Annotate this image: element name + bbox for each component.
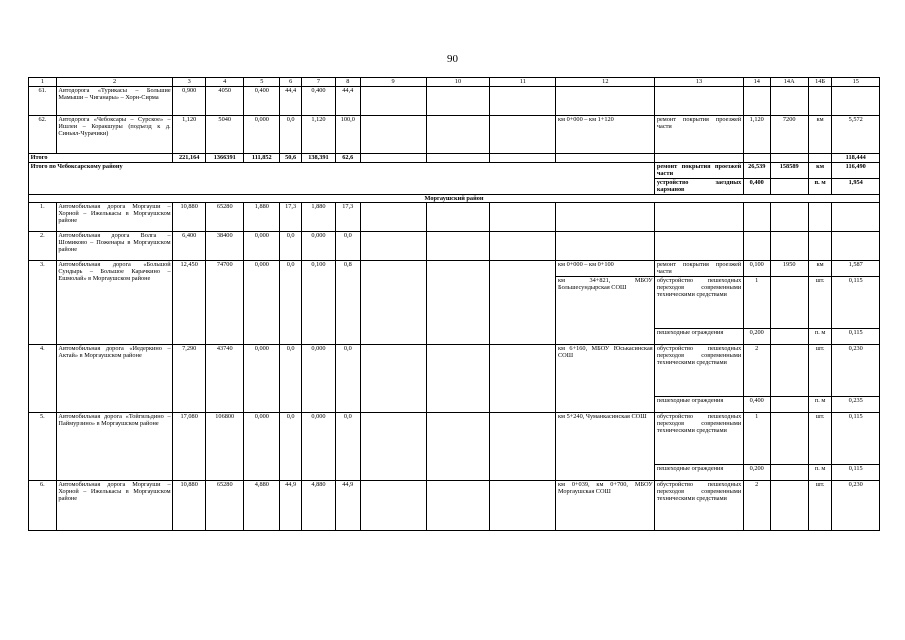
length-km: 10,880 — [173, 481, 206, 531]
cell-c5: 4,880 — [244, 481, 280, 531]
volume-cell: 2 — [743, 345, 770, 397]
cell-c6: 0,0 — [280, 345, 302, 413]
cost-cell: 116,490 — [832, 163, 880, 179]
work-type-cell: обустройство пешеходных переходов современными техническими средствами — [655, 277, 744, 329]
cell-c8: 62,6 — [335, 154, 360, 163]
length-km: 0,900 — [173, 87, 206, 116]
cell-c7: 0,100 — [301, 261, 335, 345]
total-row — [29, 154, 880, 163]
cell-c7: 0,400 — [301, 87, 335, 116]
work-type-cell: устройство заездных карманов — [655, 179, 744, 195]
unit-cell: шт. — [808, 481, 832, 531]
length-km: 17,080 — [173, 413, 206, 481]
work-type-cell: обустройство пешеходных переходов современными техническими средствами — [655, 345, 744, 397]
unit-cell: п. м — [808, 179, 832, 195]
column-header: 9 — [360, 78, 426, 87]
area-cell: 7200 — [770, 116, 808, 154]
district-total-label: Итого по Чебоксарскому району — [29, 163, 655, 195]
cell-c4: 38400 — [206, 232, 244, 261]
unit-cell: шт. — [808, 277, 832, 329]
cell-c8: 0,0 — [335, 345, 360, 413]
cell-c4: 65280 — [206, 481, 244, 531]
length-km: 10,880 — [173, 203, 206, 232]
work-type-cell: пешеходные ограждения — [655, 465, 744, 481]
total-label: Итого — [29, 154, 173, 163]
column-header: 14Б — [808, 78, 832, 87]
column-header: 14 — [743, 78, 770, 87]
cell-c4: 5040 — [206, 116, 244, 154]
table-row — [29, 261, 880, 277]
location-cell: км 0+039, км 0+700, МБОУ Моргаушская СОШ — [556, 481, 655, 531]
length-km: 7,290 — [173, 345, 206, 413]
road-repair-table — [28, 77, 880, 531]
unit-cell: шт. — [808, 345, 832, 397]
cell-c8: 0,8 — [335, 261, 360, 345]
cell-c6: 17,3 — [280, 203, 302, 232]
cell-c7: 1,880 — [301, 203, 335, 232]
cost-cell: 0,230 — [832, 345, 880, 397]
table-row — [29, 116, 880, 154]
cell-c8: 100,0 — [335, 116, 360, 154]
work-type-cell: пешеходные ограждения — [655, 397, 744, 413]
unit-cell: п. м — [808, 465, 832, 481]
unit-cell: км — [808, 116, 832, 154]
road-name: Автомобильная дорога «Большой Сундырь – Большое Карачкино – Ешмолай» в Моргаушском районе — [56, 261, 172, 345]
volume-cell: 0,400 — [743, 397, 770, 413]
cell-c5: 0,000 — [244, 413, 280, 481]
district-total-row — [29, 163, 880, 179]
table-row — [29, 345, 880, 397]
cell-c5: 1,880 — [244, 203, 280, 232]
cell-c4: 43740 — [206, 345, 244, 413]
work-type-cell: ремонт покрытия проезжей части — [655, 116, 744, 154]
cell-c8: 0,0 — [335, 232, 360, 261]
road-name: Автодорога «Турикасы – Большие Мамыши – Чиганары» – Хорн-Сирма — [56, 87, 172, 116]
column-header: 1 — [29, 78, 57, 87]
cell-c8: 17,3 — [335, 203, 360, 232]
unit-cell: п. м — [808, 397, 832, 413]
cell-c8: 44,4 — [335, 87, 360, 116]
cell-c7: 4,880 — [301, 481, 335, 531]
volume-cell: 0,200 — [743, 465, 770, 481]
cost-cell: 0,235 — [832, 397, 880, 413]
cell-c6: 50,6 — [280, 154, 302, 163]
cell-c7: 0,000 — [301, 232, 335, 261]
cost-cell: 1,954 — [832, 179, 880, 195]
row-number: 4. — [29, 345, 57, 413]
cell-c5: 0,000 — [244, 232, 280, 261]
cell-c7: 0,000 — [301, 345, 335, 413]
row-number: 1. — [29, 203, 57, 232]
volume-cell: 26,539 — [743, 163, 770, 179]
volume-cell: 0,400 — [743, 179, 770, 195]
column-header: 5 — [244, 78, 280, 87]
location-cell: км 6+160, МБОУ Юськасинская СОШ — [556, 345, 655, 413]
cell-c4: 1366391 — [206, 154, 244, 163]
table-row — [29, 203, 880, 232]
cell-c3: 221,164 — [173, 154, 206, 163]
road-name: Автодорога «Чебоксары – Сурское» – Ишлеи – Коракшуры (подъезд к д. Синьял-Чурачики) — [56, 116, 172, 154]
row-number: 5. — [29, 413, 57, 481]
cell-c4: 106800 — [206, 413, 244, 481]
area-cell: 158589 — [770, 163, 808, 179]
column-header: 12 — [556, 78, 655, 87]
cell-c7: 138,391 — [301, 154, 335, 163]
cell-c6: 0,0 — [280, 261, 302, 345]
section-row — [29, 195, 880, 203]
column-header: 14А — [770, 78, 808, 87]
cost-cell: 0,230 — [832, 481, 880, 531]
cell-c5: 0,000 — [244, 345, 280, 413]
column-header: 6 — [280, 78, 302, 87]
cell-c4: 74700 — [206, 261, 244, 345]
table-row — [29, 232, 880, 261]
volume-cell: 0,200 — [743, 329, 770, 345]
cost-cell: 0,115 — [832, 277, 880, 329]
table-row — [29, 481, 880, 531]
area-cell: 1950 — [770, 261, 808, 277]
unit-cell: шт. — [808, 413, 832, 465]
location-cell: км 5+240, Чуманкасинская СОШ — [556, 413, 655, 481]
column-header: 7 — [301, 78, 335, 87]
column-header: 11 — [490, 78, 556, 87]
unit-cell: км — [808, 163, 832, 179]
cell-c6: 0,0 — [280, 232, 302, 261]
column-header: 2 — [56, 78, 172, 87]
work-type-cell: обустройство пешеходных переходов современными техническими средствами — [655, 481, 744, 531]
volume-cell: 0,100 — [743, 261, 770, 277]
cell-c7: 1,120 — [301, 116, 335, 154]
unit-cell: км — [808, 261, 832, 277]
cell-c5: 0,000 — [244, 116, 280, 154]
unit-cell: п. м — [808, 329, 832, 345]
location-cell: км 34+821, МБОУ Большесундырская СОШ — [556, 277, 655, 345]
column-header: 15 — [832, 78, 880, 87]
length-km: 1,120 — [173, 116, 206, 154]
road-name: Автомобильная дорога Волга – Шомиково – Поженары в Моргаушском районе — [56, 232, 172, 261]
volume-cell: 1,120 — [743, 116, 770, 154]
location-cell: км 0+000 – км 0+100 — [556, 261, 655, 277]
column-header: 13 — [655, 78, 744, 87]
length-km: 6,400 — [173, 232, 206, 261]
page-number: 90 — [447, 53, 458, 65]
length-km: 12,450 — [173, 261, 206, 345]
table-row — [29, 87, 880, 116]
road-name: Автомобильная дорога Моргауши – Хорной – Ижелькасы в Моргаушском районе — [56, 481, 172, 531]
work-type-cell: пешеходные ограждения — [655, 329, 744, 345]
column-header: 10 — [426, 78, 490, 87]
cell-c4: 65280 — [206, 203, 244, 232]
cost-cell: 0,115 — [832, 329, 880, 345]
work-type-cell: обустройство пешеходных переходов современными техническими средствами — [655, 413, 744, 465]
cell-c5: 111,852 — [244, 154, 280, 163]
work-type-cell: ремонт покрытия проезжей части — [655, 163, 744, 179]
volume-cell: 1 — [743, 413, 770, 465]
cost-cell: 0,115 — [832, 465, 880, 481]
column-header: 4 — [206, 78, 244, 87]
cell-c5: 0,400 — [244, 87, 280, 116]
cell-c6: 44,9 — [280, 481, 302, 531]
location-cell: км 0+000 – км 1+120 — [556, 116, 655, 154]
cell-c8: 44,9 — [335, 481, 360, 531]
cost-cell: 0,115 — [832, 413, 880, 465]
section-title: Моргаушский район — [29, 195, 880, 203]
row-number: 6. — [29, 481, 57, 531]
column-header: 3 — [173, 78, 206, 87]
road-name: Автомобильная дорога «Иедеркино – Актай» в Моргаушском районе — [56, 345, 172, 413]
road-name: Автомобильная дорога Моргауши – Хорной – Ижелькасы в Моргаушском районе — [56, 203, 172, 232]
table-row — [29, 413, 880, 465]
work-type-cell: ремонт покрытия проезжей части — [655, 261, 744, 277]
volume-cell: 1 — [743, 277, 770, 329]
cell-c8: 0,0 — [335, 413, 360, 481]
header-row — [29, 78, 880, 87]
volume-cell: 2 — [743, 481, 770, 531]
road-name: Автомобильная дорога «Тойгильдино – Паймурзино» в Моргаушском районе — [56, 413, 172, 481]
row-number: 61. — [29, 87, 57, 116]
row-number: 62. — [29, 116, 57, 154]
row-number: 2. — [29, 232, 57, 261]
cost-cell: 1,587 — [832, 261, 880, 277]
cell-c6: 0,0 — [280, 116, 302, 154]
cell-c4: 4050 — [206, 87, 244, 116]
cell-c6: 44,4 — [280, 87, 302, 116]
cell-c6: 0,0 — [280, 413, 302, 481]
row-number: 3. — [29, 261, 57, 345]
cost-cell: 5,572 — [832, 116, 880, 154]
cell-c7: 0,000 — [301, 413, 335, 481]
cell-c5: 0,000 — [244, 261, 280, 345]
column-header: 8 — [335, 78, 360, 87]
cost-cell: 118,444 — [832, 154, 880, 163]
